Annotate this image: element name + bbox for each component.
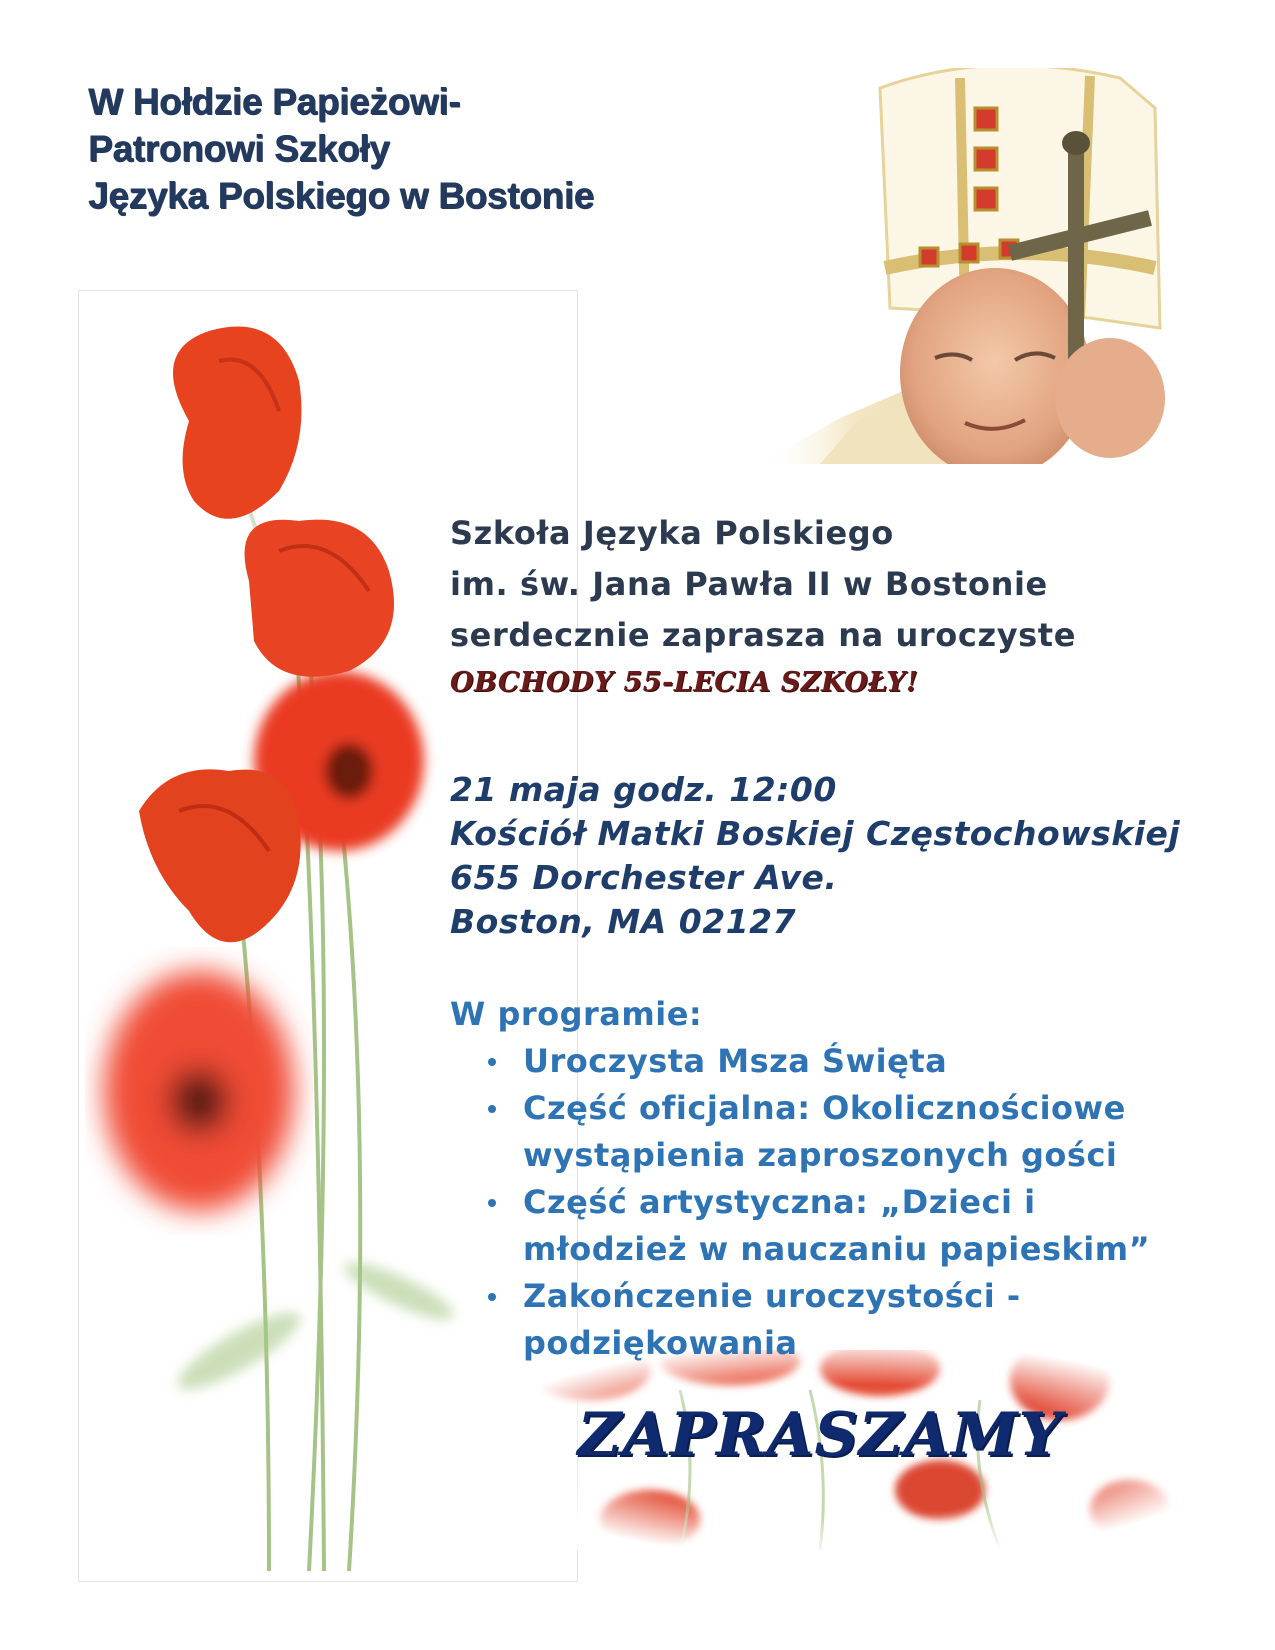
invitation-block: [450, 508, 1250, 698]
bullet-icon: [488, 1105, 496, 1113]
program-item-text: Zakończenie uroczystości - podziękowania: [523, 1277, 1021, 1362]
bullet-icon: [488, 1199, 496, 1207]
bullet-icon: [488, 1058, 496, 1066]
page-title: [88, 78, 728, 219]
title-line: W Hołdzie Papieżowi-: [88, 81, 461, 122]
pope-portrait-image: [760, 68, 1220, 464]
event-street: 655 Dorchester Ave.: [450, 858, 838, 897]
list-item: [450, 1038, 1250, 1085]
title-line: Patronowi Szkoły: [88, 128, 390, 169]
event-venue: Kościół Matki Boskiej Częstochowskiej: [450, 814, 1181, 853]
invitation-line: im. św. Jana Pawła II w Bostonie: [450, 565, 1048, 603]
bullet-icon: [488, 1293, 496, 1301]
invitation-line: serdecznie zaprasza na uroczyste: [450, 616, 1076, 654]
program-section: [450, 992, 1250, 1367]
program-item-text: Część artystyczna: „Dzieci i młodzież w nauczaniu papieskim”: [523, 1183, 1151, 1268]
title-line: Języka Polskiego w Bostonie: [88, 175, 594, 216]
program-item-text: Uroczysta Msza Święta: [523, 1042, 948, 1080]
program-item-text: Część oficjalna: Okolicznościowe wystąpienia zaproszonych gości: [523, 1089, 1126, 1174]
program-list: [450, 1038, 1250, 1367]
closing-invitation: ZAPRASZAMY: [577, 1400, 1063, 1470]
list-item: [450, 1085, 1250, 1179]
list-item: [450, 1273, 1250, 1367]
invitation-line: Szkoła Języka Polskiego: [450, 514, 894, 552]
program-heading: W programie:: [450, 995, 703, 1033]
event-date-time: 21 maja godz. 12:00: [450, 770, 837, 809]
celebration-title: OBCHODY 55-LECIA SZKOŁY!: [450, 667, 919, 698]
event-details: [450, 768, 1250, 944]
list-item: [450, 1179, 1250, 1273]
event-city: Boston, MA 02127: [450, 902, 797, 941]
